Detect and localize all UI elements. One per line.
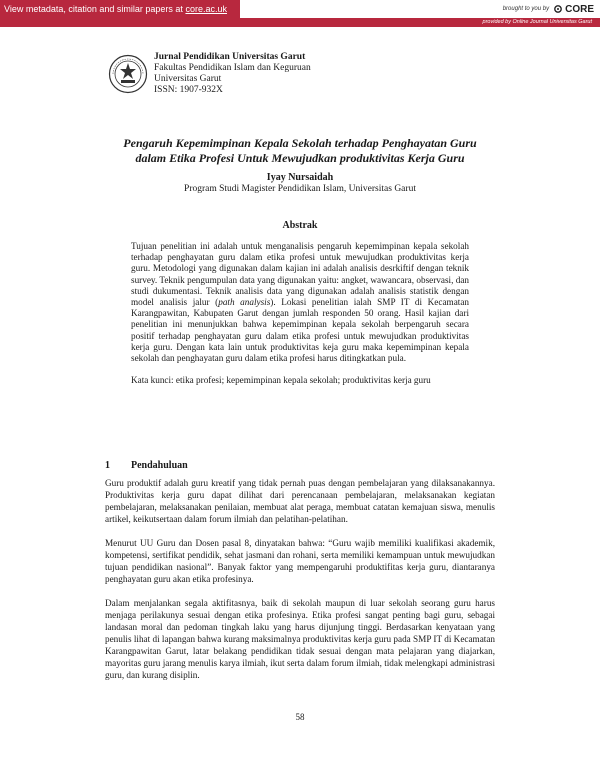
abstract-text-before: Tujuan penelitian ini adalah untuk menganalisis pengaruh kepemimpinan kepala sekolah terhadap penghayatan guru dalam etika profesi untuk mewujudkan produktivitas kerja guru. Metodologi yang digunakan dalam kajian ini adalah analisis desrkiftif dengan teknik survey. Teknik pengumpulan data yang digunakan yaitu: angket, wawancara, observasi, dan studi dukumentasi. Teknik analisis data yang digunakan adalah analisis statistik dengan model analisis jalur (: [131, 241, 469, 308]
core-provided-strip: provided by Online Journal Universitas Garut: [0, 18, 600, 27]
core-brought-by[interactable]: [503, 2, 594, 16]
section-title: Pendahuluan: [131, 460, 188, 471]
core-logo[interactable]: [553, 4, 594, 15]
journal-issn: ISSN: 1907-932X: [154, 85, 223, 95]
section-number: 1: [105, 460, 110, 471]
journal-name: Jurnal Pendidikan Universitas Garut: [154, 52, 306, 62]
author-name: Iyay Nursaidah: [266, 172, 334, 183]
paper-title: [60, 136, 540, 166]
core-metadata-text: View metadata, citation and similar papers at: [4, 4, 183, 14]
university-seal-icon: [108, 54, 148, 94]
section-heading: [105, 460, 188, 471]
journal-faculty: Fakultas Pendidikan Islam dan Keguruan: [154, 63, 311, 73]
author-affiliation: Program Studi Magister Pendidikan Islam, Universitas Garut: [184, 184, 416, 194]
brought-by-text: brought to you by: [502, 6, 550, 12]
paragraph: Menurut UU Guru dan Dosen pasal 8, dinyatakan bahwa: “Guru wajib memiliki kualifikasi akademik, kompetensi, sertifikat pendidik, sehat jasmani dan rohani, serta memiliki kemampuan untuk mewujudkan tujuan pendidikan nasional”. Banyak faktor yang mempengaruhi produktifitas kerja guru, diantaranya penghayatan guru akan etika profesinya.: [105, 538, 495, 584]
abstract-text: [131, 241, 469, 364]
core-banner: [0, 0, 600, 28]
journal-university: Universitas Garut: [154, 74, 222, 84]
abstract-italic-term: path analysis: [218, 297, 271, 308]
core-logo-icon: [553, 4, 563, 14]
core-metadata-link[interactable]: [0, 0, 240, 18]
paragraph: Dalam menjalankan segala aktifitasnya, baik di sekolah maupun di luar sekolah seorang guru harus menjaga perilakunya sesuai dengan etika profesinya. Etika profesi sangat penting bagi guru, sebagai landasan moral dan pedoman tingkah laku yang harus dijunjung tinggi. Berdasarkan kenyataan yang penulis lihat di lapangan bahwa kurang maksimalnya produktivitas kerja guru pada SMP IT di Kecamatan Karangpawitan Garut, latar belakang pendidikan tidak sesuai dengan mata pelajaran yang diajarkan, mayoritas guru jarang menulis karya ilmiah, ikut serta dalam forum ilmiah, tidak melengkapi administrasi guru, dan kurang disiplin.: [105, 598, 495, 680]
abstract-keywords: Kata kunci: etika profesi; kepemimpinan kepala sekolah; produktivitas kerja guru: [131, 375, 431, 386]
section-body: [105, 477, 495, 693]
journal-header: [108, 52, 311, 96]
abstract-heading: Abstrak: [282, 220, 318, 231]
title-line-2: dalam Etika Profesi Untuk Mewujudkan produktivitas Kerja Guru: [135, 151, 465, 165]
paragraph: Guru produktif adalah guru kreatif yang tidak pernah puas dengan pembelajaran yang dilaksanakannya. Produktivitas kerja guru dapat dilihat dari perencanaan pembelajaran, melaksanakan kegiatan pembelajaran, melaksanakan penilaian, membuat alat peraga, membuat catatan kemajuan siswa, menulis artikel, keikutsertaan dalam forum ilmiah dan pelatihan-pelatihan.: [105, 478, 495, 524]
core-logo-text: CORE: [565, 3, 594, 15]
page-number: 58: [295, 712, 305, 722]
abstract-text-after: ). Lokasi penelitian ialah SMP IT di Kecamatan Karangpawitan, Kabupaten Garut dengan jumlah responden 50 orang. Hasil kajian dari penelitian ini menunjukkan bahwa kepemimpinan kepala sekolah berpengaruh secara positif terhadap penghayatan guru dalam etika profesi untuk mewujudkan produktivitas kerja guru. Dengan kata lain untuk produktivitas keja guru maka kepemimpinan kepala sekolah dan penghayatan guru dalam etika profesi harus ditingkatkan pula.: [131, 297, 469, 364]
core-link[interactable]: core.ac.uk: [185, 4, 227, 14]
abstract-body: [131, 241, 469, 386]
title-line-1: Pengaruh Kepemimpinan Kepala Sekolah terhadap Penghayatan Guru: [123, 136, 477, 150]
